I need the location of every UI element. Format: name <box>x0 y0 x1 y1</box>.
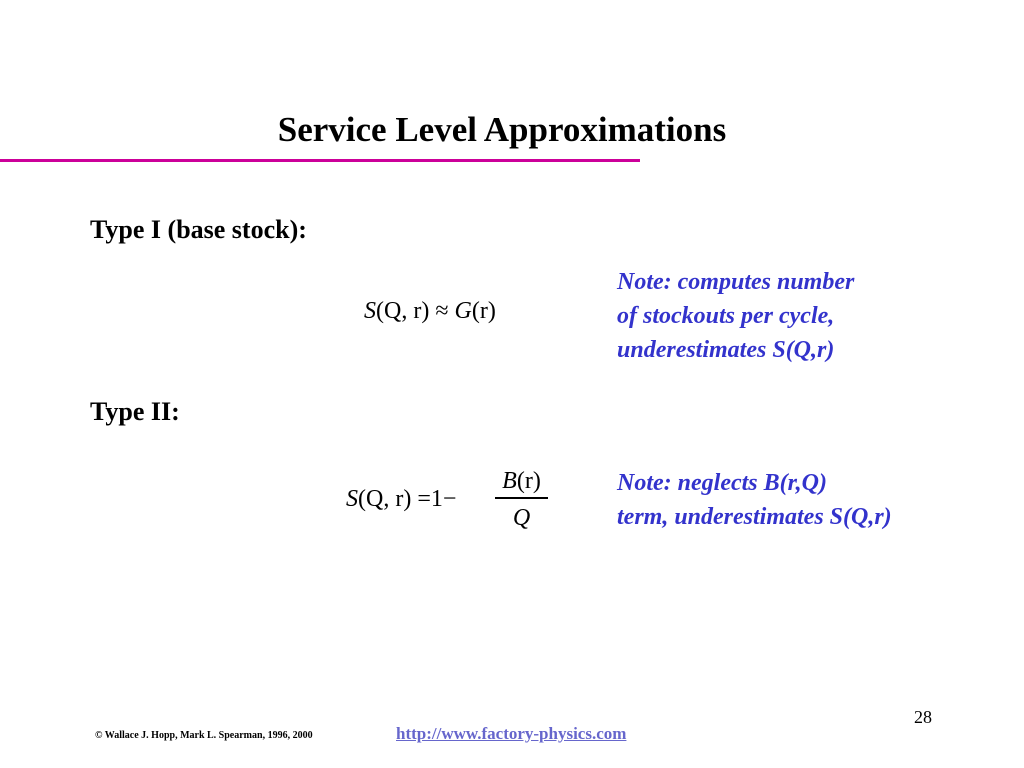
type2-formula-lhs <box>346 485 456 513</box>
type2-minus: − <box>442 486 457 512</box>
type1-rhs-args: (r) <box>471 298 496 324</box>
type2-operator: = <box>417 486 431 512</box>
type1-heading: Type I (base stock): <box>90 215 307 244</box>
type1-note-line: Note: computes number <box>617 269 855 295</box>
copyright-notice: © Wallace J. Hopp, Mark L. Spearman, 1996, 2000 <box>95 730 313 741</box>
type2-numerator-args: (r) <box>516 468 541 494</box>
page-number: 28 <box>914 707 932 727</box>
title-underline <box>0 159 640 162</box>
type1-note-line: underestimates S(Q,r) <box>617 337 835 363</box>
type1-formula <box>364 297 496 325</box>
type2-note-line: Note: neglects B(r,Q) <box>617 470 827 496</box>
type2-fraction <box>493 467 550 534</box>
type1-lhs-args: (Q, r) <box>376 298 430 324</box>
type2-numerator-func: B <box>502 468 517 494</box>
type2-denominator: Q <box>512 504 531 531</box>
type2-lhs-func: S <box>346 486 358 512</box>
type1-note <box>617 265 854 367</box>
type2-numerator <box>493 467 550 497</box>
factory-physics-link[interactable]: http://www.factory-physics.com <box>396 724 627 743</box>
type1-lhs-func: S <box>364 298 376 324</box>
type2-heading: Type II: <box>90 397 180 426</box>
type1-note-line: of stockouts per cycle, <box>617 303 835 329</box>
type2-constant: 1 <box>430 486 443 512</box>
type2-note <box>617 466 892 534</box>
type1-operator: ≈ <box>435 298 449 324</box>
slide-title: Service Level Approximations <box>277 110 727 149</box>
type1-rhs-func: G <box>454 298 472 324</box>
type2-lhs-args: (Q, r) <box>358 486 412 512</box>
type2-note-line: term, underestimates S(Q,r) <box>617 504 892 530</box>
